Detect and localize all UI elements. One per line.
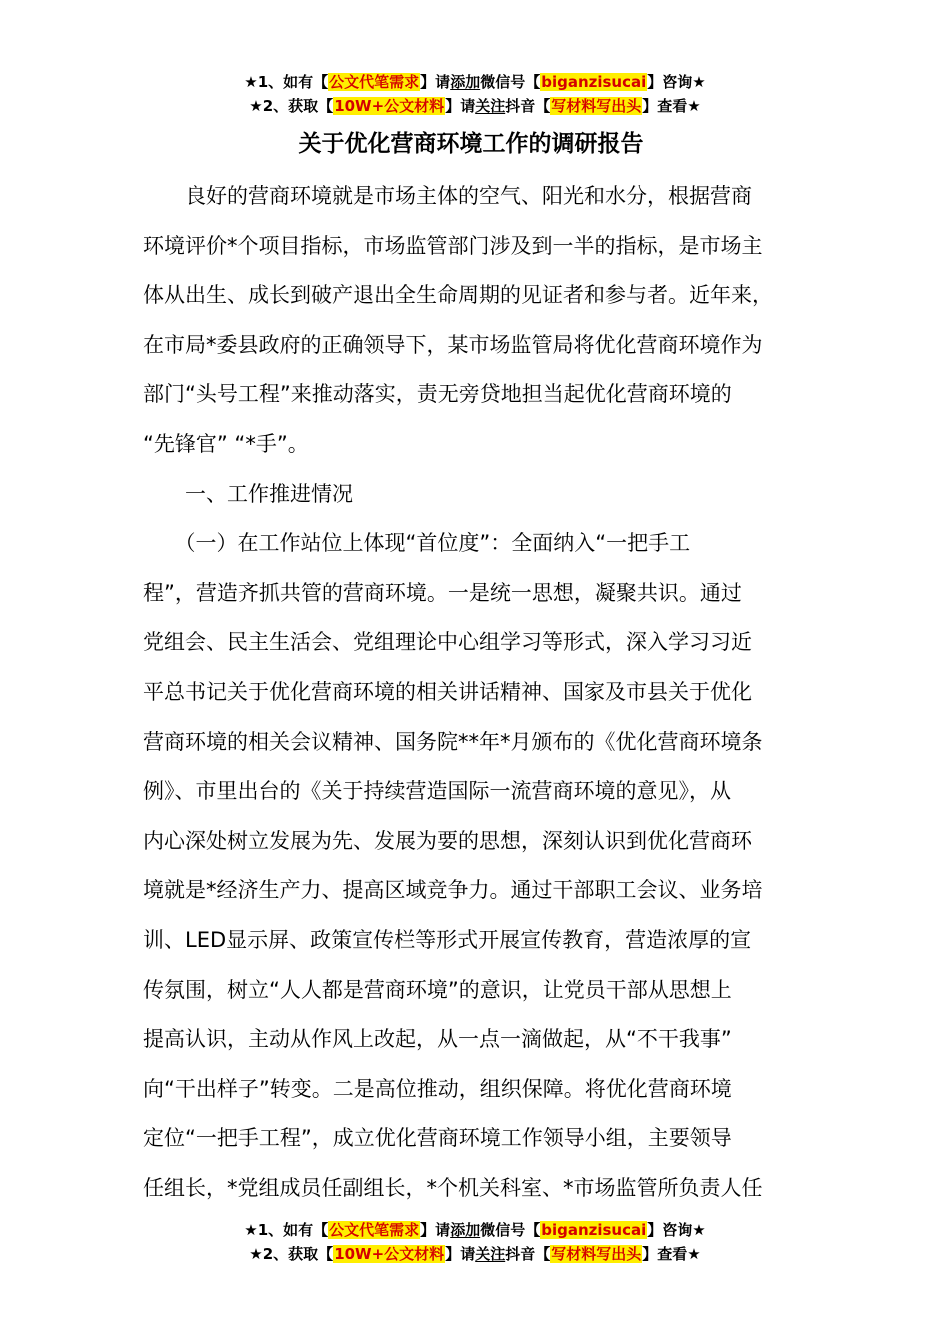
- promo-highlight: 10W+公文材料: [334, 97, 445, 115]
- text-line: 传氛围，树立“人人都是营商环境”的意识，让党员干部从思想上: [143, 977, 732, 1002]
- text-line: 提高认识，主动从作风上改起，从一点一滴做起，从“不干我事”: [143, 1027, 732, 1052]
- text-line: “先锋官” “*手”。: [143, 431, 309, 456]
- promo-line-1: [0, 70, 950, 94]
- promo-highlight: 写材料写出头: [551, 1245, 642, 1263]
- promo-text: 微信号【: [480, 1221, 541, 1239]
- promo-banner-bottom: [0, 1218, 950, 1266]
- promo-highlight: 公文代笔需求: [329, 1221, 420, 1239]
- promo-underlined: 关注: [475, 1245, 506, 1263]
- text-line: 平总书记关于优化营商环境的相关讲话精神、国家及市县关于优化: [143, 679, 752, 704]
- section-heading: 一、工作推进情况: [143, 481, 353, 506]
- text-line: 营商环境的相关会议精神、国务院**年*月颁布的《优化营商环境条: [143, 729, 763, 754]
- text-line: 训、LED显示屏、政策宣传栏等形式开展宣传教育，营造浓厚的宣: [143, 927, 752, 952]
- promo-text: 】咨询★: [647, 73, 706, 91]
- promo-highlight: 写材料写出头: [551, 97, 642, 115]
- promo-text: 】咨询★: [647, 1221, 706, 1239]
- promo-underlined: 关注: [475, 97, 506, 115]
- text-line: 环境评价*个项目指标，市场监管部门涉及到一半的指标，是市场主: [143, 233, 763, 258]
- text-line: 部门“头号工程”来推动落实，责无旁贷地担当起优化营商环境的: [143, 382, 732, 407]
- text-line: 例》、市里出台的《关于持续营造国际一流营商环境的意见》，从: [143, 779, 731, 804]
- promo-underlined: 添加: [450, 1221, 481, 1239]
- promo-text: 】查看★: [642, 1245, 701, 1263]
- text-line: 内心深处树立发展为先、发展为要的思想，深刻认识到优化营商环: [143, 828, 752, 853]
- text-line: 程”，营造齐抓共管的营商环境。一是统一思想，凝聚共识。通过: [143, 580, 742, 605]
- promo-text: 抖音【: [505, 97, 551, 115]
- text-line: 任组长，*党组成员任副组长，*个机关科室、*市场监管所负责人任: [143, 1175, 763, 1200]
- text-line: 向“干出样子”转变。二是高位推动，组织保障。将优化营商环境: [143, 1076, 732, 1101]
- text-line: 体从出生、成长到破产退出全生命周期的见证者和参与者。近年来，: [143, 283, 773, 308]
- document-title: 关于优化营商环境工作的调研报告: [298, 131, 644, 157]
- promo-highlight: biganzisucai: [541, 1221, 647, 1239]
- text-line: 境就是*经济生产力、提高区域竞争力。通过干部职工会议、业务培: [143, 878, 763, 903]
- text-line: （一）在工作站位上体现“首位度”：全面纳入“一把手工: [143, 531, 691, 556]
- promo-text: 】请: [420, 73, 451, 91]
- text-line: 定位“一把手工程”，成立优化营商环境工作领导小组，主要领导: [143, 1126, 732, 1151]
- text-line: 党组会、民主生活会、党组理论中心组学习等形式，深入学习习近: [143, 630, 752, 655]
- promo-text: 】请: [445, 97, 476, 115]
- promo-highlight: 10W+公文材料: [334, 1245, 445, 1263]
- promo-line-2: [0, 94, 950, 118]
- promo-highlight: 公文代笔需求: [329, 73, 420, 91]
- promo-text: 】查看★: [642, 97, 701, 115]
- promo-text: ★1、如有【: [244, 1221, 329, 1239]
- promo-underlined: 添加: [450, 73, 481, 91]
- promo-text: ★2、获取【: [249, 97, 334, 115]
- promo-line-2: [0, 1242, 950, 1266]
- text-line: 良好的营商环境就是市场主体的空气、阳光和水分，根据营商: [143, 184, 752, 208]
- promo-text: 抖音【: [505, 1245, 551, 1263]
- promo-highlight: biganzisucai: [541, 73, 647, 91]
- text-line: 在市局*委县政府的正确领导下，某市场监管局将优化营商环境作为: [143, 332, 763, 357]
- promo-text: ★1、如有【: [244, 73, 329, 91]
- document-body: [143, 172, 833, 1213]
- promo-banner-top: [0, 70, 950, 118]
- promo-text: 】请: [445, 1245, 476, 1263]
- promo-text: 】请: [420, 1221, 451, 1239]
- promo-line-1: [0, 1218, 950, 1242]
- promo-text: ★2、获取【: [249, 1245, 334, 1263]
- promo-text: 微信号【: [480, 73, 541, 91]
